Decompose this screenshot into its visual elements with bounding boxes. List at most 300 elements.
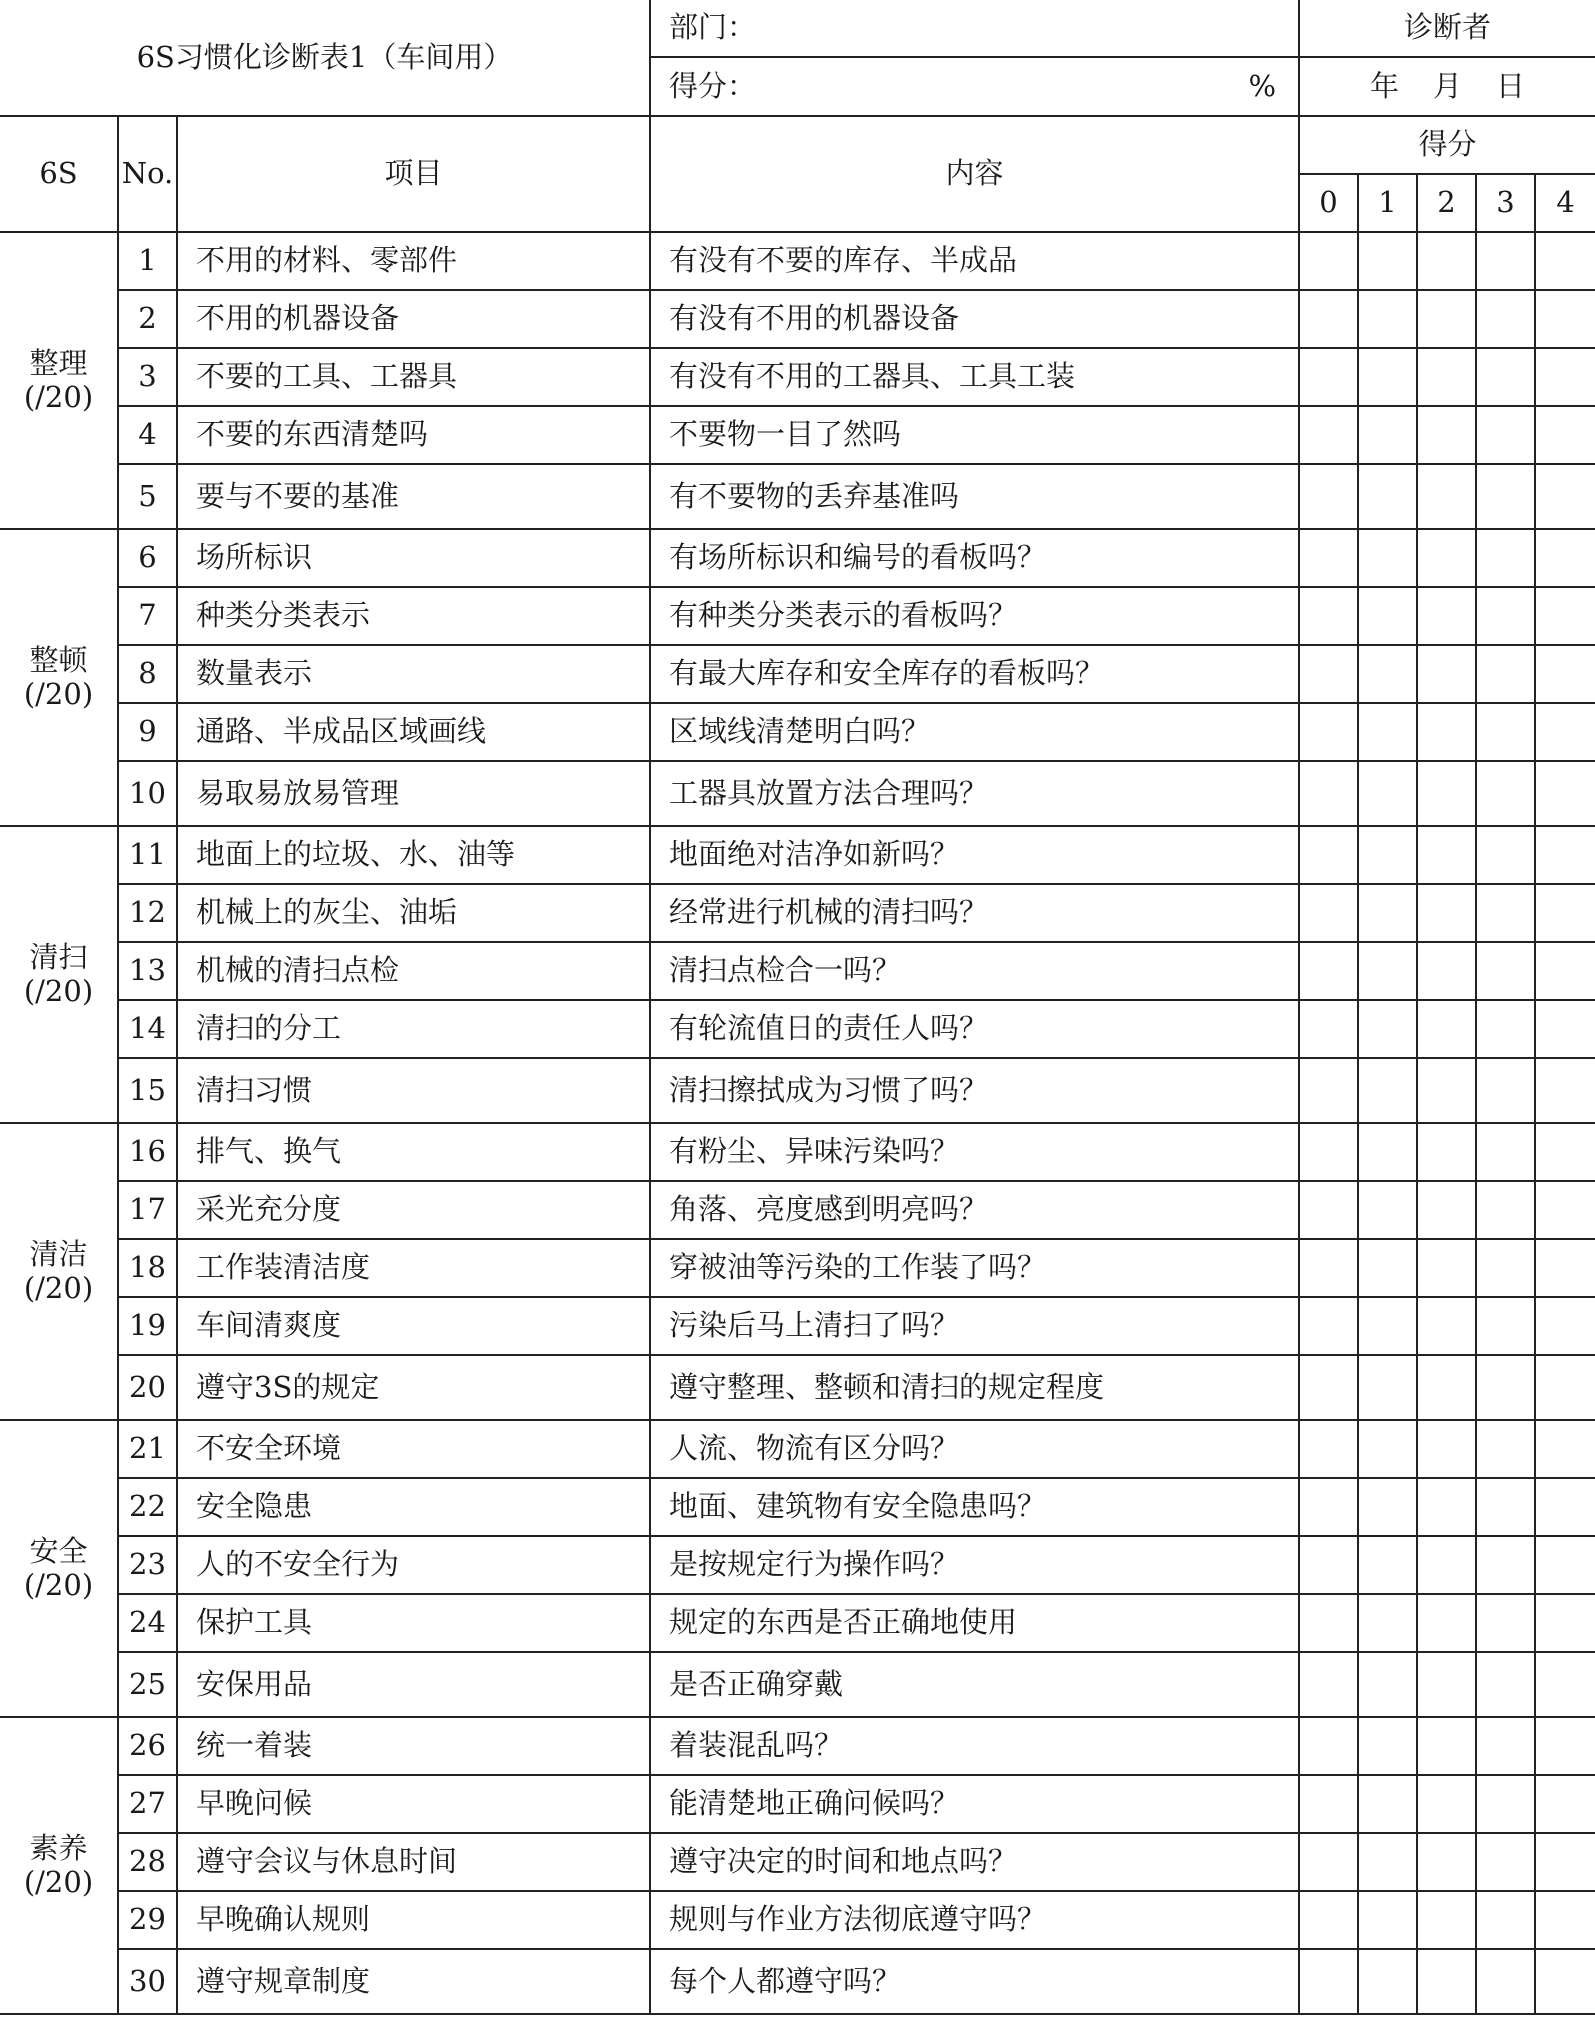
score-cell-2[interactable] <box>1417 884 1476 942</box>
row-item: 遵守3S的规定 <box>177 1355 650 1420</box>
score-cell-2[interactable] <box>1417 1652 1476 1717</box>
score-level-2: 2 <box>1417 174 1476 232</box>
score-cell-1[interactable] <box>1358 1652 1417 1717</box>
score-cell-2[interactable] <box>1417 1123 1476 1181</box>
row-item: 清扫习惯 <box>177 1058 650 1123</box>
score-cell-0[interactable] <box>1299 290 1358 348</box>
score-cell-2[interactable] <box>1417 1536 1476 1594</box>
row-content: 清扫点检合一吗？ <box>650 942 1299 1000</box>
score-cell-1[interactable] <box>1358 1478 1417 1536</box>
score-cell-4[interactable] <box>1535 348 1595 406</box>
score-cell-1[interactable] <box>1358 529 1417 587</box>
row-content: 是按规定行为操作吗？ <box>650 1536 1299 1594</box>
row-number: 30 <box>118 1949 177 2014</box>
score-cell-2[interactable] <box>1417 1355 1476 1420</box>
row-number: 18 <box>118 1239 177 1297</box>
score-cell-2[interactable] <box>1417 1833 1476 1891</box>
row-item: 统一着装 <box>177 1717 650 1775</box>
score-cell-3[interactable] <box>1476 1949 1535 2014</box>
row-content: 有场所标识和编号的看板吗？ <box>650 529 1299 587</box>
score-cell-0[interactable] <box>1299 1594 1358 1652</box>
score-cell-3[interactable] <box>1476 587 1535 645</box>
row-item: 不要的工具、工器具 <box>177 348 650 406</box>
row-item: 遵守会议与休息时间 <box>177 1833 650 1891</box>
row-content: 地面绝对洁净如新吗？ <box>650 826 1299 884</box>
score-cell-2[interactable] <box>1417 942 1476 1000</box>
score-level-0: 0 <box>1299 174 1358 232</box>
score-cell-0[interactable] <box>1299 1239 1358 1297</box>
score-cell-3[interactable] <box>1476 348 1535 406</box>
score-cell-4[interactable] <box>1535 1297 1595 1355</box>
row-number: 15 <box>118 1058 177 1123</box>
score-cell-4[interactable] <box>1535 1717 1595 1775</box>
score-cell-0[interactable] <box>1299 1181 1358 1239</box>
row-number: 21 <box>118 1420 177 1478</box>
row-number: 4 <box>118 406 177 464</box>
score-cell-4[interactable] <box>1535 1891 1595 1949</box>
row-number: 6 <box>118 529 177 587</box>
category-cell <box>0 529 118 826</box>
score-cell-0[interactable] <box>1299 1536 1358 1594</box>
score-cell-1[interactable] <box>1358 464 1417 529</box>
score-cell-4[interactable] <box>1535 1355 1595 1420</box>
row-content: 污染后马上清扫了吗？ <box>650 1297 1299 1355</box>
score-cell-2[interactable] <box>1417 1717 1476 1775</box>
row-number: 3 <box>118 348 177 406</box>
score-cell-0[interactable] <box>1299 1297 1358 1355</box>
table-row <box>0 1181 1595 1239</box>
score-cell-3[interactable] <box>1476 529 1535 587</box>
score-cell-2[interactable] <box>1417 645 1476 703</box>
score-cell-1[interactable] <box>1358 348 1417 406</box>
score-cell-3[interactable] <box>1476 1478 1535 1536</box>
score-cell-2[interactable] <box>1417 1239 1476 1297</box>
score-cell-4[interactable] <box>1535 826 1595 884</box>
row-item: 安全隐患 <box>177 1478 650 1536</box>
score-cell-2[interactable] <box>1417 232 1476 290</box>
score-cell-3[interactable] <box>1476 826 1535 884</box>
table-row <box>0 703 1595 761</box>
score-cell-1[interactable] <box>1358 1123 1417 1181</box>
row-item: 要与不要的基准 <box>177 464 650 529</box>
table-row <box>0 645 1595 703</box>
score-cell-1[interactable] <box>1358 884 1417 942</box>
row-content: 不要物一目了然吗 <box>650 406 1299 464</box>
table-row <box>0 290 1595 348</box>
score-field[interactable] <box>650 57 1299 116</box>
column-header-score: 得分 <box>1299 116 1595 174</box>
row-item: 机械上的灰尘、油垢 <box>177 884 650 942</box>
score-cell-3[interactable] <box>1476 884 1535 942</box>
score-cell-3[interactable] <box>1476 1058 1535 1123</box>
score-level-3: 3 <box>1476 174 1535 232</box>
score-cell-1[interactable] <box>1358 587 1417 645</box>
score-cell-3[interactable] <box>1476 464 1535 529</box>
row-number: 7 <box>118 587 177 645</box>
category-cell <box>0 1717 118 2014</box>
score-cell-4[interactable] <box>1535 1833 1595 1891</box>
form-title: 6S习惯化诊断表1（车间用） <box>0 0 650 116</box>
row-content: 遵守整理、整顿和清扫的规定程度 <box>650 1355 1299 1420</box>
score-cell-1[interactable] <box>1358 290 1417 348</box>
score-cell-2[interactable] <box>1417 348 1476 406</box>
month-label: 月 <box>1433 68 1463 103</box>
score-cell-2[interactable] <box>1417 290 1476 348</box>
row-number: 14 <box>118 1000 177 1058</box>
score-cell-1[interactable] <box>1358 1949 1417 2014</box>
category-name: 素养 <box>29 1831 88 1866</box>
row-item: 种类分类表示 <box>177 587 650 645</box>
score-cell-3[interactable] <box>1476 290 1535 348</box>
score-cell-0[interactable] <box>1299 1833 1358 1891</box>
row-number: 22 <box>118 1478 177 1536</box>
score-cell-1[interactable] <box>1358 942 1417 1000</box>
row-number: 10 <box>118 761 177 826</box>
score-cell-1[interactable] <box>1358 826 1417 884</box>
score-cell-1[interactable] <box>1358 1594 1417 1652</box>
score-cell-1[interactable] <box>1358 1297 1417 1355</box>
score-cell-3[interactable] <box>1476 942 1535 1000</box>
row-item: 人的不安全行为 <box>177 1536 650 1594</box>
score-cell-3[interactable] <box>1476 645 1535 703</box>
score-cell-4[interactable] <box>1535 529 1595 587</box>
row-item: 工作装清洁度 <box>177 1239 650 1297</box>
score-cell-1[interactable] <box>1358 1181 1417 1239</box>
category-max-score: (/20) <box>23 1864 94 1899</box>
score-cell-0[interactable] <box>1299 1420 1358 1478</box>
row-number: 26 <box>118 1717 177 1775</box>
table-row <box>0 1478 1595 1536</box>
table-row <box>0 1123 1595 1181</box>
score-cell-0[interactable] <box>1299 1717 1358 1775</box>
table-row <box>0 1536 1595 1594</box>
row-item: 早晚问候 <box>177 1775 650 1833</box>
score-cell-4[interactable] <box>1535 1420 1595 1478</box>
table-row <box>0 1717 1595 1775</box>
score-cell-3[interactable] <box>1476 232 1535 290</box>
score-cell-4[interactable] <box>1535 703 1595 761</box>
score-cell-0[interactable] <box>1299 1775 1358 1833</box>
row-number: 8 <box>118 645 177 703</box>
score-cell-2[interactable] <box>1417 703 1476 761</box>
row-item: 早晚确认规则 <box>177 1891 650 1949</box>
score-cell-0[interactable] <box>1299 232 1358 290</box>
score-cell-1[interactable] <box>1358 645 1417 703</box>
row-number: 23 <box>118 1536 177 1594</box>
score-cell-0[interactable] <box>1299 1058 1358 1123</box>
score-cell-4[interactable] <box>1535 1058 1595 1123</box>
table-row <box>0 1420 1595 1478</box>
category-max-score: (/20) <box>23 973 94 1008</box>
row-content: 经常进行机械的清扫吗？ <box>650 884 1299 942</box>
score-cell-2[interactable] <box>1417 1297 1476 1355</box>
score-cell-4[interactable] <box>1535 232 1595 290</box>
score-cell-4[interactable] <box>1535 587 1595 645</box>
row-item: 易取易放易管理 <box>177 761 650 826</box>
score-cell-3[interactable] <box>1476 1000 1535 1058</box>
score-cell-0[interactable] <box>1299 826 1358 884</box>
row-number: 20 <box>118 1355 177 1420</box>
score-cell-1[interactable] <box>1358 761 1417 826</box>
category-name: 整顿 <box>29 643 88 678</box>
score-cell-1[interactable] <box>1358 1420 1417 1478</box>
score-cell-0[interactable] <box>1299 1000 1358 1058</box>
department-field[interactable] <box>650 0 1299 57</box>
table-row <box>0 1775 1595 1833</box>
row-number: 11 <box>118 826 177 884</box>
row-content: 着装混乱吗？ <box>650 1717 1299 1775</box>
score-cell-0[interactable] <box>1299 348 1358 406</box>
table-row <box>0 587 1595 645</box>
score-cell-0[interactable] <box>1299 529 1358 587</box>
column-header-no: No. <box>118 116 177 232</box>
row-item: 采光充分度 <box>177 1181 650 1239</box>
score-cell-1[interactable] <box>1358 1891 1417 1949</box>
score-cell-2[interactable] <box>1417 1420 1476 1478</box>
score-cell-2[interactable] <box>1417 1949 1476 2014</box>
score-cell-4[interactable] <box>1535 464 1595 529</box>
row-content: 每个人都遵守吗？ <box>650 1949 1299 2014</box>
row-number: 2 <box>118 290 177 348</box>
score-cell-2[interactable] <box>1417 529 1476 587</box>
day-label: 日 <box>1496 68 1526 103</box>
category-cell <box>0 1123 118 1420</box>
row-content: 规定的东西是否正确地使用 <box>650 1594 1299 1652</box>
column-header-content: 内容 <box>650 116 1299 232</box>
score-cell-1[interactable] <box>1358 1355 1417 1420</box>
score-cell-4[interactable] <box>1535 1123 1595 1181</box>
table-row <box>0 1594 1595 1652</box>
row-content: 遵守决定的时间和地点吗？ <box>650 1833 1299 1891</box>
score-cell-3[interactable] <box>1476 1833 1535 1891</box>
table-body <box>0 232 1595 2014</box>
score-cell-2[interactable] <box>1417 464 1476 529</box>
row-item: 不安全环境 <box>177 1420 650 1478</box>
score-cell-0[interactable] <box>1299 645 1358 703</box>
row-number: 25 <box>118 1652 177 1717</box>
date-field[interactable] <box>1299 57 1595 116</box>
table-row <box>0 1297 1595 1355</box>
score-cell-3[interactable] <box>1476 1239 1535 1297</box>
score-cell-2[interactable] <box>1417 761 1476 826</box>
table-row <box>0 942 1595 1000</box>
score-cell-1[interactable] <box>1358 703 1417 761</box>
category-name: 清扫 <box>29 940 88 975</box>
score-cell-0[interactable] <box>1299 942 1358 1000</box>
score-cell-2[interactable] <box>1417 1775 1476 1833</box>
row-content: 穿被油等污染的工作装了吗？ <box>650 1239 1299 1297</box>
score-cell-4[interactable] <box>1535 942 1595 1000</box>
row-number: 19 <box>118 1297 177 1355</box>
table-row <box>0 348 1595 406</box>
row-item: 不用的机器设备 <box>177 290 650 348</box>
row-number: 12 <box>118 884 177 942</box>
table-row <box>0 1833 1595 1891</box>
score-cell-0[interactable] <box>1299 1652 1358 1717</box>
score-cell-1[interactable] <box>1358 406 1417 464</box>
category-max-score: (/20) <box>23 1567 94 1602</box>
row-number: 13 <box>118 942 177 1000</box>
score-cell-2[interactable] <box>1417 1000 1476 1058</box>
score-cell-3[interactable] <box>1476 1594 1535 1652</box>
table-row <box>0 1949 1595 2014</box>
row-content: 有最大库存和安全库存的看板吗？ <box>650 645 1299 703</box>
score-cell-1[interactable] <box>1358 232 1417 290</box>
score-cell-1[interactable] <box>1358 1775 1417 1833</box>
score-cell-3[interactable] <box>1476 1297 1535 1355</box>
row-content: 角落、亮度感到明亮吗？ <box>650 1181 1299 1239</box>
score-cell-1[interactable] <box>1358 1058 1417 1123</box>
row-item: 数量表示 <box>177 645 650 703</box>
score-level-1: 1 <box>1358 174 1417 232</box>
category-max-score: (/20) <box>23 676 94 711</box>
row-content: 有没有不要的库存、半成品 <box>650 232 1299 290</box>
score-cell-0[interactable] <box>1299 1123 1358 1181</box>
category-name: 整理 <box>29 346 88 381</box>
table-row <box>0 529 1595 587</box>
score-cell-0[interactable] <box>1299 1949 1358 2014</box>
score-cell-3[interactable] <box>1476 406 1535 464</box>
row-content: 能清楚地正确问候吗？ <box>650 1775 1299 1833</box>
score-cell-3[interactable] <box>1476 1775 1535 1833</box>
table-row <box>0 1239 1595 1297</box>
table-row <box>0 406 1595 464</box>
score-cell-1[interactable] <box>1358 1536 1417 1594</box>
row-item: 安保用品 <box>177 1652 650 1717</box>
score-cell-3[interactable] <box>1476 1355 1535 1420</box>
score-cell-2[interactable] <box>1417 826 1476 884</box>
score-cell-3[interactable] <box>1476 1181 1535 1239</box>
score-cell-2[interactable] <box>1417 406 1476 464</box>
category-cell <box>0 826 118 1123</box>
score-cell-4[interactable] <box>1535 884 1595 942</box>
score-cell-4[interactable] <box>1535 1949 1595 2014</box>
row-content: 清扫擦拭成为习惯了吗？ <box>650 1058 1299 1123</box>
row-number: 27 <box>118 1775 177 1833</box>
score-cell-2[interactable] <box>1417 587 1476 645</box>
score-cell-4[interactable] <box>1535 1536 1595 1594</box>
score-cell-0[interactable] <box>1299 1355 1358 1420</box>
row-item: 不用的材料、零部件 <box>177 232 650 290</box>
row-content: 规则与作业方法彻底遵守吗？ <box>650 1891 1299 1949</box>
row-item: 遵守规章制度 <box>177 1949 650 2014</box>
category-name: 安全 <box>29 1534 88 1569</box>
table-row <box>0 1355 1595 1420</box>
row-number: 16 <box>118 1123 177 1181</box>
score-cell-0[interactable] <box>1299 406 1358 464</box>
score-level-4: 4 <box>1535 174 1595 232</box>
score-cell-0[interactable] <box>1299 587 1358 645</box>
table-row <box>0 232 1595 290</box>
row-item: 排气、换气 <box>177 1123 650 1181</box>
score-cell-3[interactable] <box>1476 1536 1535 1594</box>
score-cell-3[interactable] <box>1476 1717 1535 1775</box>
score-cell-1[interactable] <box>1358 1833 1417 1891</box>
row-number: 29 <box>118 1891 177 1949</box>
department-label: 部门： <box>669 10 757 45</box>
score-cell-4[interactable] <box>1535 1652 1595 1717</box>
row-content: 有种类分类表示的看板吗？ <box>650 587 1299 645</box>
score-cell-3[interactable] <box>1476 1123 1535 1181</box>
score-cell-3[interactable] <box>1476 703 1535 761</box>
score-cell-4[interactable] <box>1535 1239 1595 1297</box>
category-max-score: (/20) <box>23 379 94 414</box>
row-item: 通路、半成品区域画线 <box>177 703 650 761</box>
table-row <box>0 1000 1595 1058</box>
score-cell-2[interactable] <box>1417 1181 1476 1239</box>
row-content: 有没有不用的工器具、工具工装 <box>650 348 1299 406</box>
score-cell-0[interactable] <box>1299 761 1358 826</box>
score-cell-2[interactable] <box>1417 1594 1476 1652</box>
score-cell-4[interactable] <box>1535 406 1595 464</box>
score-cell-4[interactable] <box>1535 645 1595 703</box>
score-cell-4[interactable] <box>1535 1775 1595 1833</box>
score-cell-0[interactable] <box>1299 464 1358 529</box>
row-item: 车间清爽度 <box>177 1297 650 1355</box>
table-row <box>0 761 1595 826</box>
row-content: 区域线清楚明白吗？ <box>650 703 1299 761</box>
table-row <box>0 884 1595 942</box>
row-item: 保护工具 <box>177 1594 650 1652</box>
score-cell-4[interactable] <box>1535 1000 1595 1058</box>
category-cell <box>0 1420 118 1717</box>
score-cell-1[interactable] <box>1358 1717 1417 1775</box>
row-content: 有轮流值日的责任人吗？ <box>650 1000 1299 1058</box>
score-cell-3[interactable] <box>1476 761 1535 826</box>
score-cell-3[interactable] <box>1476 1420 1535 1478</box>
score-cell-2[interactable] <box>1417 1891 1476 1949</box>
row-number: 9 <box>118 703 177 761</box>
score-cell-1[interactable] <box>1358 1239 1417 1297</box>
score-cell-1[interactable] <box>1358 1000 1417 1058</box>
row-content: 有没有不用的机器设备 <box>650 290 1299 348</box>
row-item: 清扫的分工 <box>177 1000 650 1058</box>
column-header-item: 项目 <box>177 116 650 232</box>
row-item: 地面上的垃圾、水、油等 <box>177 826 650 884</box>
row-item: 不要的东西清楚吗 <box>177 406 650 464</box>
score-cell-0[interactable] <box>1299 1478 1358 1536</box>
score-cell-4[interactable] <box>1535 290 1595 348</box>
score-cell-0[interactable] <box>1299 884 1358 942</box>
score-cell-0[interactable] <box>1299 703 1358 761</box>
row-content: 工器具放置方法合理吗？ <box>650 761 1299 826</box>
score-cell-2[interactable] <box>1417 1058 1476 1123</box>
row-number: 17 <box>118 1181 177 1239</box>
row-number: 28 <box>118 1833 177 1891</box>
row-content: 是否正确穿戴 <box>650 1652 1299 1717</box>
score-cell-3[interactable] <box>1476 1652 1535 1717</box>
score-cell-4[interactable] <box>1535 761 1595 826</box>
table-row <box>0 1652 1595 1717</box>
column-header-category: 6S <box>0 116 118 232</box>
row-number: 5 <box>118 464 177 529</box>
row-item: 场所标识 <box>177 529 650 587</box>
score-cell-4[interactable] <box>1535 1181 1595 1239</box>
score-label: 得分： <box>669 68 757 103</box>
row-content: 人流、物流有区分吗？ <box>650 1420 1299 1478</box>
score-cell-4[interactable] <box>1535 1594 1595 1652</box>
score-cell-0[interactable] <box>1299 1891 1358 1949</box>
row-content: 有粉尘、异味污染吗？ <box>650 1123 1299 1181</box>
score-cell-4[interactable] <box>1535 1478 1595 1536</box>
diagnostician-label: 诊断者 <box>1299 0 1595 57</box>
score-cell-2[interactable] <box>1417 1478 1476 1536</box>
row-content: 地面、建筑物有安全隐患吗？ <box>650 1478 1299 1536</box>
row-number: 1 <box>118 232 177 290</box>
score-cell-3[interactable] <box>1476 1891 1535 1949</box>
table-row <box>0 464 1595 529</box>
table-row <box>0 1058 1595 1123</box>
